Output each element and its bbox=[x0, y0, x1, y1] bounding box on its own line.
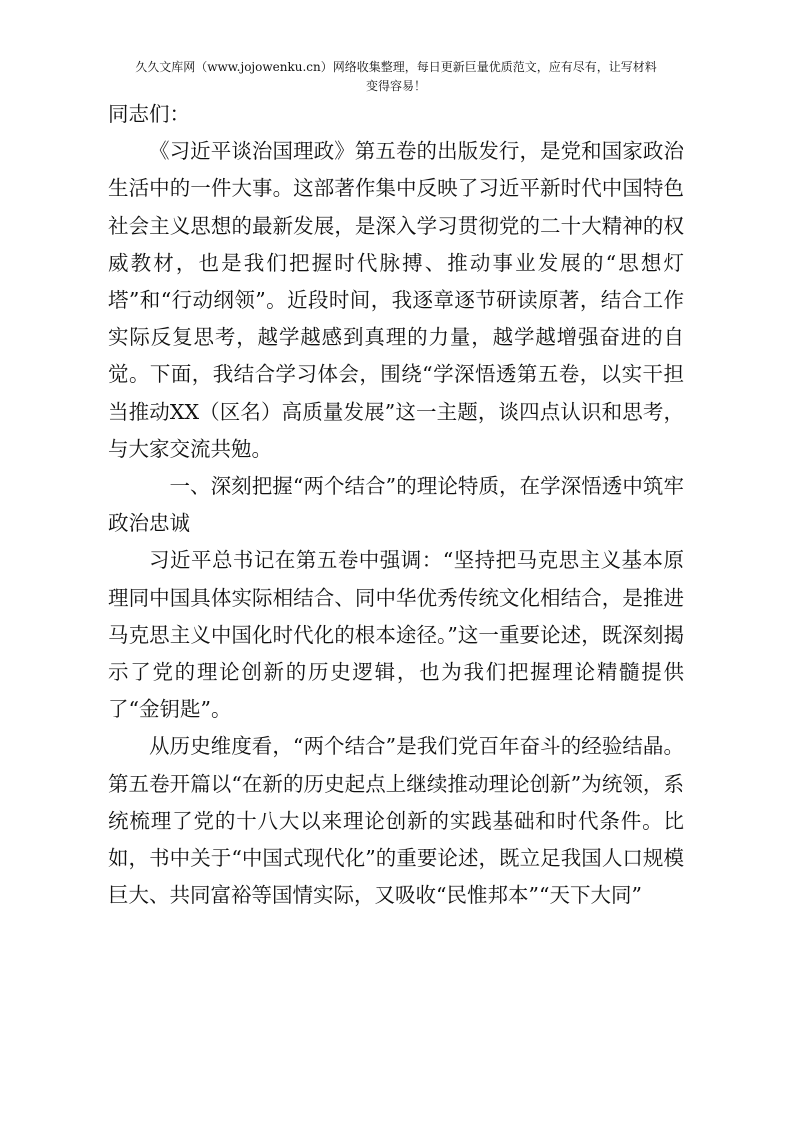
header-line-1: 久久文库网（www.jojowenku.cn）网络收集整理，每日更新巨量优质范文，应有尽有，让写材料 bbox=[135, 60, 657, 74]
section-paragraph-2: 从历史维度看，“两个结合”是我们党百年奋斗的经验结晶。第五卷开篇以“在新的历史起点上继续推动理论创新”为统领，系统梳理了党的十八大以来理论创新的实践基础和时代条件。比如，书中关于“中国式现代化”的重要论述，既立足我国人口规模巨大、共同富裕等国情实际，又吸收“民惟邦本”“天下大同” bbox=[108, 734, 684, 908]
header-line-2: 变得容易！ bbox=[365, 79, 426, 93]
intro-paragraph: 《习近平谈治国理政》第五卷的出版发行，是党和国家政治生活中的一件大事。这部著作集中反映了习近平新时代中国特色社会主义思想的最新发展，是深入学习贯彻党的二十大精神的权威教材，也是我们把握时代脉搏、推动事业发展的“思想灯塔”和“行动纲领”。近段时间，我逐章逐节研读原著，结合工作实际反复思考，越学越感到真理的力量，越学越增强奋进的自觉。下面，我结合学习体会，围绕“学深悟透第五卷，以实干担当推动XX（区名）高质量发展”这一主题，谈四点认识和思考，与大家交流共勉。 bbox=[108, 139, 684, 461]
section-paragraph-1: 习近平总书记在第五卷中强调：“坚持把马克思主义基本原理同中国具体实际相结合、同中华优秀传统文化相结合，是推进马克思主义中国化时代化的根本途径。”这一重要论述，既深刻揭示了党的理论创新的历史逻辑，也为我们把握理论精髓提供了“金钥匙”。 bbox=[108, 548, 684, 722]
document-body bbox=[108, 96, 684, 914]
page-header bbox=[108, 58, 684, 96]
section-heading: 一、深刻把握“两个结合”的理论特质，在学深悟透中筑牢政治忠诚 bbox=[108, 474, 684, 536]
salutation: 同志们： bbox=[108, 102, 190, 126]
